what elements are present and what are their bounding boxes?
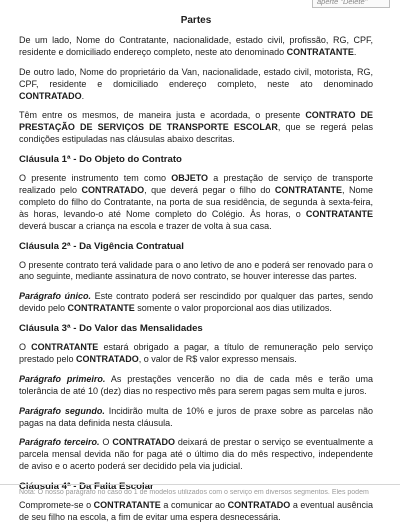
party-contratado-paragraph: De outro lado, Nome do proprietário da Van, nacionalidade, estado civil, motorista, RG, CPF, residente e domiciliado endereço completo, neste ato denominado CONTRATADO. xyxy=(19,66,373,101)
top-toolbar xyxy=(0,0,400,9)
clause-3-heading: Cláusula 3ª - Do Valor das Mensalidades xyxy=(19,323,203,335)
clause-4-heading: Cláusula 4ª - Da Falta Escolar xyxy=(19,481,154,493)
clause-3-second-paragraph: Parágrafo segundo. Incidirão multa de 10% e juros de praxe sobre as parcelas não pagas na data definida nesta cláusula. xyxy=(19,405,373,428)
clause-2-paragraph: O presente contrato terá validade para o ano letivo de ano e poderá ser renovado para o ano seguinte, mediante assinatura de novo contrato, se houver interesse das partes. xyxy=(19,259,373,282)
document-title: Partes xyxy=(180,15,212,26)
search-input-hint[interactable]: aperte "Delete" xyxy=(312,0,390,8)
footer-note: Nota: O nosso parágrafo no caso do 1 de modelos utilizados com o serviço em diversos segmentos. Eles podem xyxy=(19,489,369,496)
clause-2-sole-paragraph: Parágrafo único. Este contrato poderá ser rescindido por qualquer das partes, sendo devido pelo CONTRATANTE somente o valor proporcional aos dias utilizados. xyxy=(19,291,373,314)
agreement-paragraph: Têm entre os mesmos, de maneira justa e acordada, o presente CONTRATO DE PRESTAÇÃO DE SERVIÇOS DE TRANSPORTE ESCOLAR, que se regerá pelas condições estipuladas nas cláusulas abaixo descritas. xyxy=(19,110,373,145)
clause-3-paragraph: O CONTRATANTE estará obrigado a pagar, a título de remuneração pelo serviço prestado pelo CONTRATADO, o valor de R$ valor expresso mensais. xyxy=(19,342,373,364)
clause-3-third-paragraph: Parágrafo terceiro. O CONTRATADO deixará de prestar o serviço se eventualmente a parcela mensal devida não for paga até o último dia do mês respectivo, independente de aviso e o acerto poderá ser decidido pela via judicial. xyxy=(19,437,373,472)
clause-3-first-paragraph: Parágrafo primeiro. As prestações vencerão no dia de cada mês e terão uma tolerância de até 10 (dez) dias no respectivo mês para serem pagas sem multa e juros. xyxy=(19,373,374,396)
contract-document xyxy=(19,15,373,532)
clause-2-heading: Cláusula 2ª - Da Vigência Contratual xyxy=(19,240,184,252)
clause-4-paragraph: Compromete-se o CONTRATANTE a comunicar ao CONTRATADO a eventual ausência de seu filho na escola, a fim de evitar uma espera desnecessária. xyxy=(19,500,373,522)
party-contratante-paragraph: De um lado, Nome do Contratante, nacionalidade, estado civil, profissão, RG, CPF, residente e domiciliado endereço completo, neste ato denominado CONTRATANTE. xyxy=(19,34,373,57)
footer-divider xyxy=(0,484,400,485)
clause-1-heading: Cláusula 1ª - Do Objeto do Contrato xyxy=(19,154,182,166)
clause-1-paragraph: O presente instrumento tem como OBJETO a prestação de serviço de transporte realizado pelo CONTRATADO, que deverá pegar o filho do CONTRATANTE, Nome completo do filho do Contratante, na porta de sua residência, de segunda à sexta-feira, às horas, levando-o até Nome completo do Colégio. Às horas, o CONTRATANTE deverá buscar a criança na escola e trazer de volta à sua casa. xyxy=(19,173,373,231)
